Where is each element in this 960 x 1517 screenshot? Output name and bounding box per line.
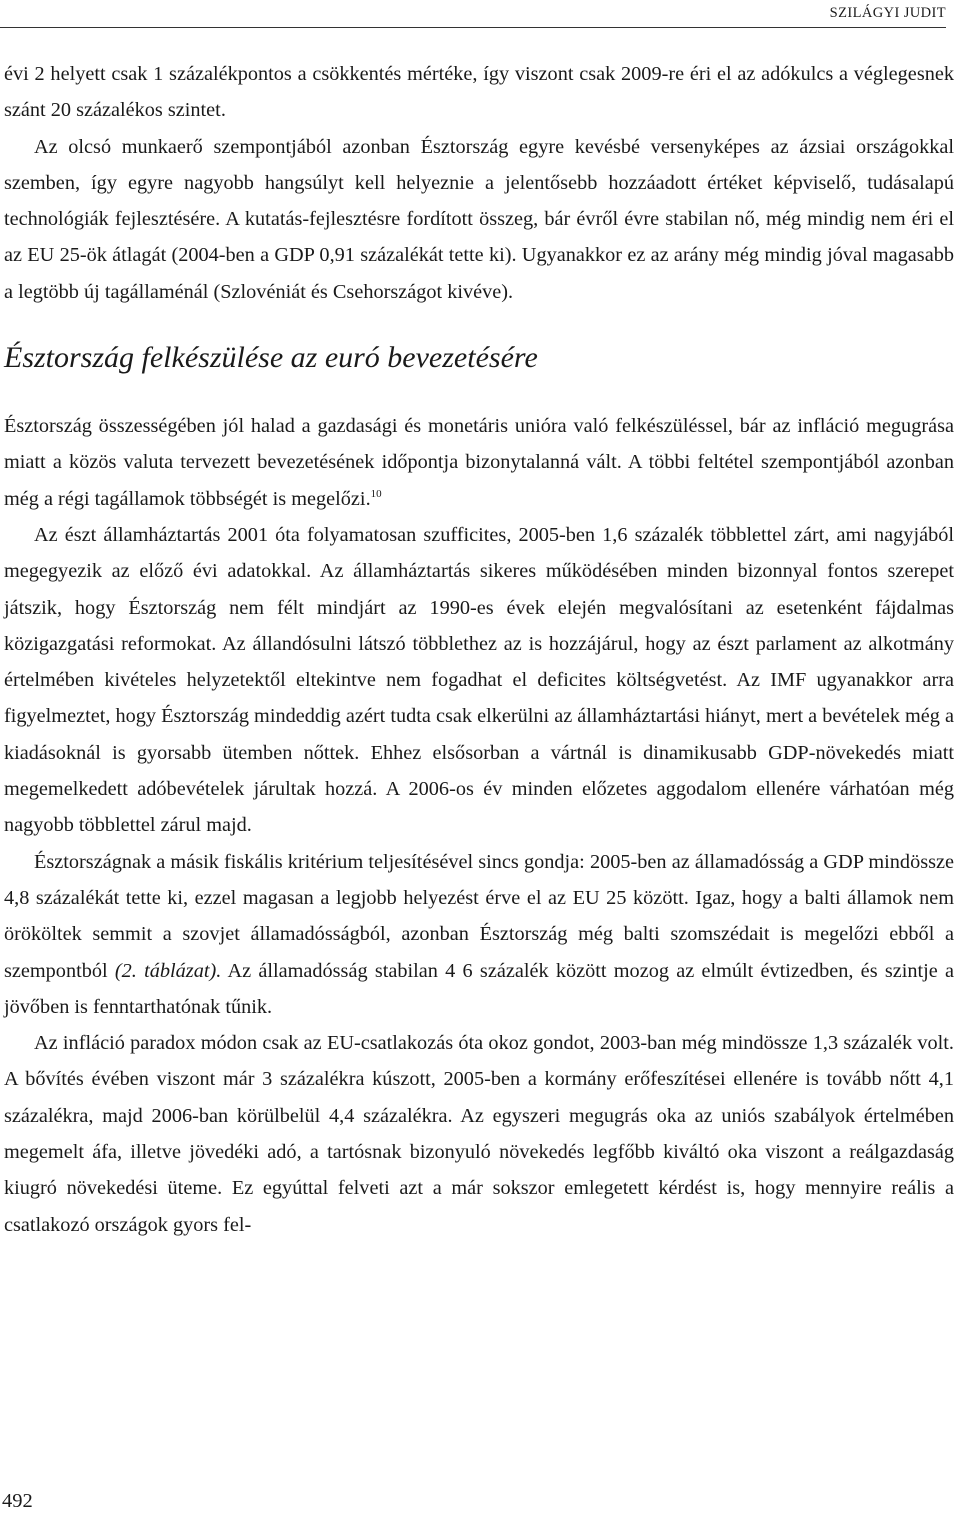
paragraph-public-debt-text-end: Az államadósság stabilan 4 6 százalék között mozog az elmúlt évtizedben, és szintje a jövőben is fenntarthatónak tűnik. [4,959,955,1018]
paragraph-public-debt-text: Észtországnak a másik fiskális kritérium teljesítésével sincs gondja: 2005-ben az államadósság a GDP mindössze 4,8 százalékát tette ki, ezzel magasan a legjobb helyezést érve el az EU 25 között. Igaz, hogy a balti államok nem örököltek semmit a szovjet államadósságból, azonban Észtország még balti szomszédait is megelőzi ebből a szempontból [4,850,954,982]
paragraph-budget-surplus: Az észt államháztartás 2001 óta folyamatosan szufficites, 2005-ben 1,6 százalék többlettel zárt, ami nagyjából megegyezik az előző évi adatokkal. Az államháztartás sikeres működésében minden bizonnyal fontos szerepet játszik, hogy Észtország nem félt mindjárt az 1990-es évek elején megvalósítani az esetenként fájdalmas közigazgatási reformokat. Az állandósulni látszó többlethez az is hozzájárul, hogy az észt parlament az alkotmány értelmében kivételes helyzetektől eltekintve nem fogadhat el deficites költségvetést. Az IMF ugyanakkor arra figyelmeztet, hogy Észtország mindeddig azért tudta csak elkerülni az államháztartási hiányt, mert a bevételek még a kiadásoknál is gyorsabb ütemben nőttek. Ehhez elsősorban a vártnál is dinamikusabb GDP-növekedés miatt megemelkedett adóbevételek járultak hozzá. A 2006-os év minden előzetes aggodalom ellenére várhatóan még nagyobb többlettel zárul majd. [4,523,955,837]
paragraph-continuation: évi 2 helyett csak 1 százalékpontos a csökkentés mértéke, így viszont csak 2009-re éri el az adókulcs a véglegesnek szánt 20 százalékos szintet. [4,63,954,122]
paragraph-euro-readiness-text: Észtország összességében jól halad a gazdasági és monetáris unióra való felkészüléssel, bár az infláció megugrása miatt a közös valuta tervezett bevezetésének időpontja bizonytalanná vált. A többi feltétel szempontjából azonban még a régi tagállamok többségét is megelőzi. [4,415,954,510]
paragraph-inflation: Az infláció paradox módon csak az EU-csatlakozás óta okoz gondot, 2003-ban még mindössze 1,3 százalék volt. A bővítés évében viszont már 3 százalékra kúszott, 2005-ben a kormány erőfeszítései ellenére is tovább nőtt 4,1 százalékra, majd 2006-ban körülbelül 4,4 százalékra. Az egyszeri megugrás oka az uniós szabályok értelmében megemelt áfa, illetve jövedéki adó, a tartósnak bizonyuló növekedés legfőbb kiváltó oka viszont a reálgazdaság kiugró növekedési üteme. Ez egyúttal felveti azt a már sokszor emlegetett kérdést is, hogy mennyire reális a csatlakozó országok gyors fel- [4,1032,954,1236]
page-number: 492 [2,1490,33,1512]
section-title: Észtország felkészülése az euró bevezetésére [4,341,538,375]
table-reference: (2. táblázat). [114,959,222,982]
footnote-marker: 10 [370,487,382,500]
page-body [4,56,954,1243]
paragraph-public-debt [4,844,954,1025]
paragraph-euro-readiness [4,408,954,517]
paragraph-labour-cost: Az olcsó munkaerő szempontjából azonban Észtország egyre kevésbé versenyképes az ázsiai országokkal szemben, így egyre nagyobb hangsúlyt kell helyeznie a jelentősebb hozzáadott értéket képviselő, tudásalapú technológiák fejlesztésére. A kutatás-fejlesztésre fordított összeg, bár évről évre stabilan nő, még mindig nem éri el az EU 25-ök átlagát (2004-ben a GDP 0,91 százalékát tette ki). Ugyanakkor ez az arány még mindig jóval magasabb a legtöbb új tagállaménál (Szlovéniát és Csehországot kivéve). [4,135,954,303]
running-head-author: SZILÁGYI JUDIT [829,5,946,21]
running-header [0,0,946,28]
